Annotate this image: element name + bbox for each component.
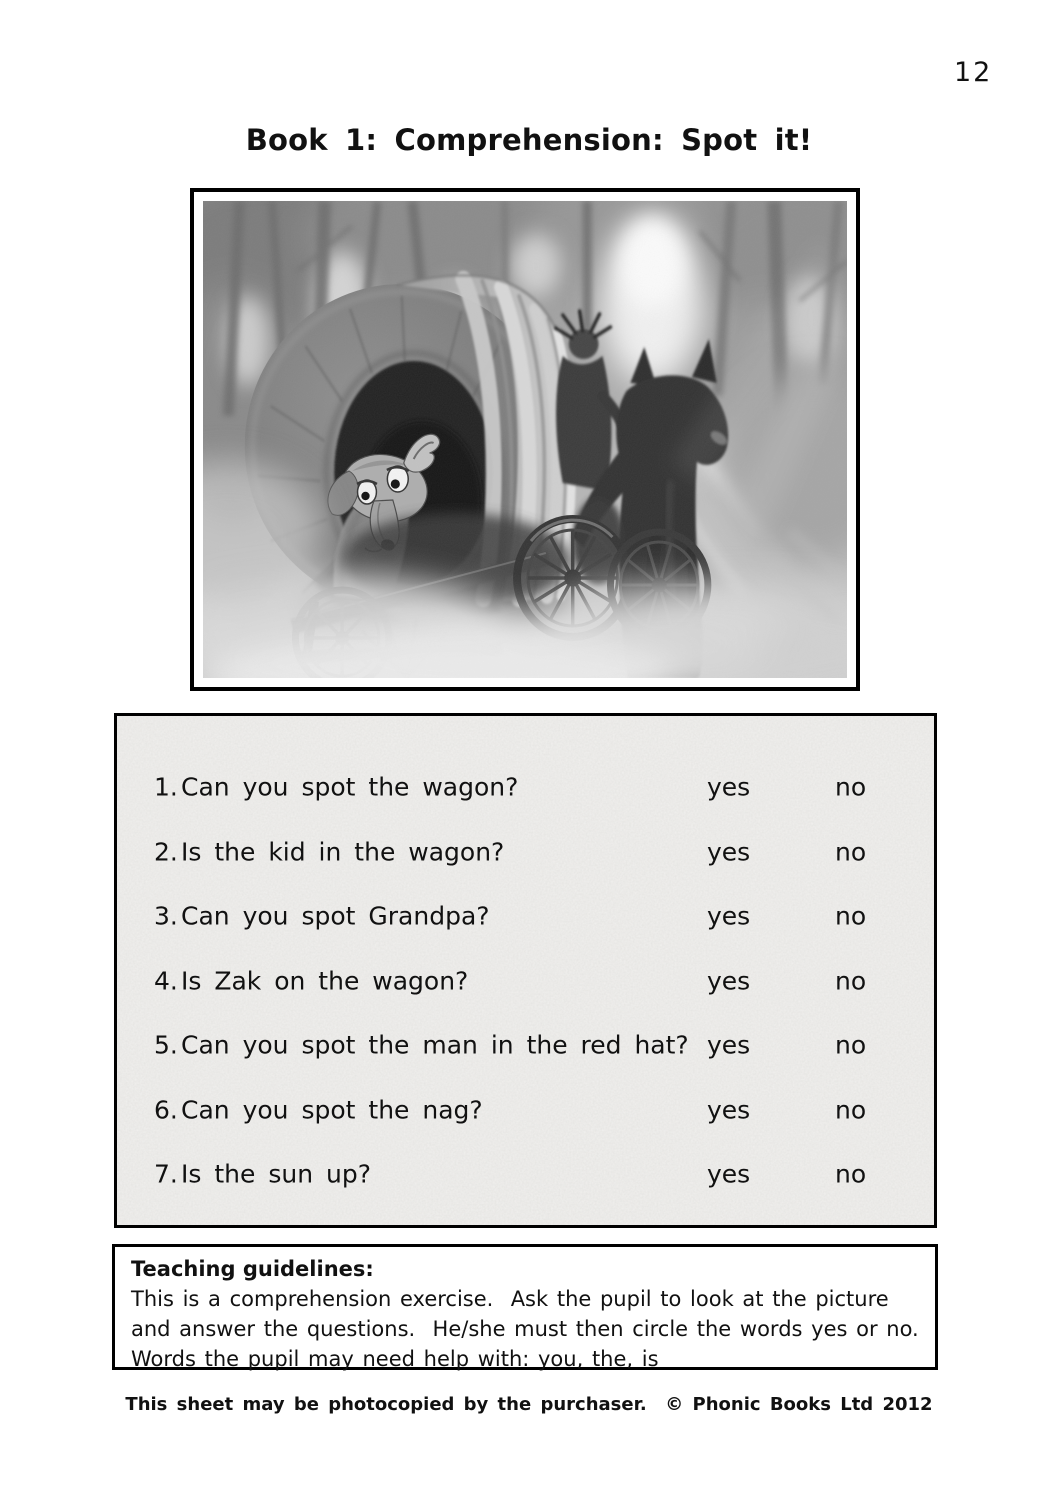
question-row (117, 949, 934, 1014)
answer-no: no (835, 1095, 867, 1125)
question-number: 5. (154, 1030, 178, 1060)
answer-no: no (835, 1030, 867, 1060)
illustration-frame (190, 188, 860, 691)
answer-no: no (835, 901, 867, 931)
answer-yes: yes (707, 966, 751, 996)
question-text: Is the sun up? (181, 1159, 371, 1189)
answer-no: no (835, 1159, 867, 1189)
question-row (117, 820, 934, 885)
question-number: 1. (154, 772, 178, 802)
answer-no: no (835, 772, 867, 802)
question-number: 6. (154, 1095, 178, 1125)
question-text: Is the kid in the wagon? (181, 837, 505, 867)
question-row (117, 884, 934, 949)
question-row (117, 1078, 934, 1143)
question-text: Can you spot the man in the red hat? (181, 1030, 689, 1060)
photocopy-grain (203, 201, 847, 678)
question-row (117, 755, 934, 820)
question-number: 4. (154, 966, 178, 996)
question-number: 7. (154, 1159, 178, 1189)
page-title: Book 1: Comprehension: Spot it! (245, 123, 813, 157)
question-text: Can you spot the nag? (181, 1095, 483, 1125)
page-number: 12 (954, 57, 993, 88)
copyright-footer: This sheet may be photocopied by the purchaser. © Phonic Books Ltd 2012 (125, 1394, 933, 1415)
wagon-scene-illustration (203, 201, 847, 678)
question-text: Can you spot Grandpa? (181, 901, 490, 931)
answer-yes: yes (707, 1159, 751, 1189)
answer-yes: yes (707, 901, 751, 931)
question-text: Is Zak on the wagon? (181, 966, 469, 996)
question-number: 2. (154, 837, 178, 867)
questions-box (114, 713, 937, 1228)
answer-yes: yes (707, 1095, 751, 1125)
question-text: Can you spot the wagon? (181, 772, 519, 802)
guidelines-help-words: Words the pupil may need help with: you, the, is (131, 1347, 659, 1371)
answer-no: no (835, 966, 867, 996)
answer-yes: yes (707, 1030, 751, 1060)
answer-yes: yes (707, 772, 751, 802)
guidelines-heading: Teaching guidelines: (131, 1257, 374, 1281)
question-number: 3. (154, 901, 178, 931)
question-row (117, 1013, 934, 1078)
teaching-guidelines-box (112, 1244, 938, 1370)
guidelines-body: This is a comprehension exercise. Ask the pupil to look at the picture and answer the questions. He/she must then circle the words yes or no. (131, 1287, 919, 1341)
answer-no: no (835, 837, 867, 867)
answer-yes: yes (707, 837, 751, 867)
question-row (117, 1142, 934, 1207)
